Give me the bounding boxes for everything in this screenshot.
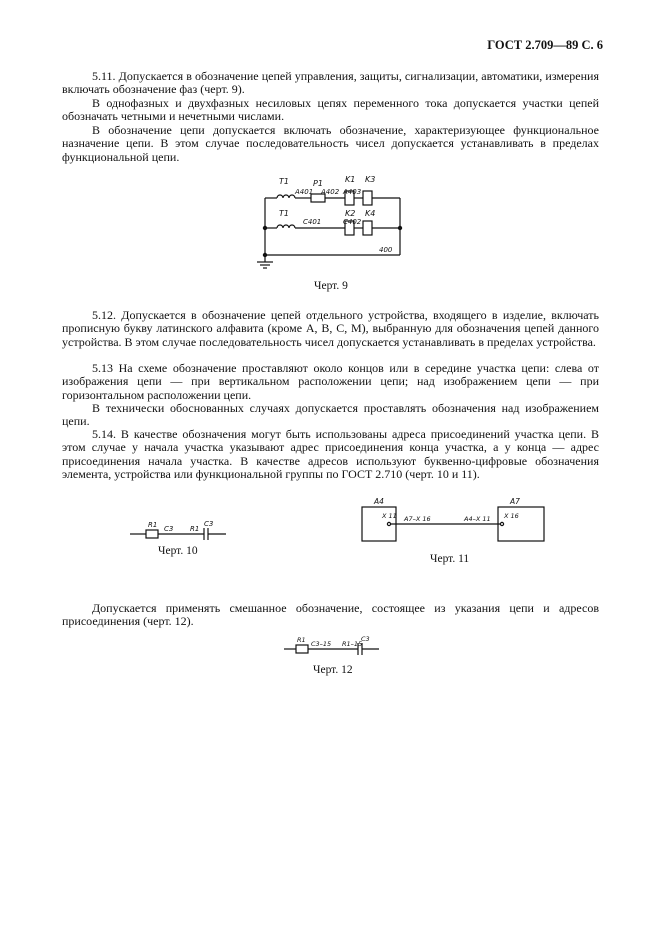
figure-10-diagram xyxy=(130,520,230,544)
fig12-label-r1-15: R1–15 xyxy=(342,640,363,648)
label-k1: K1 xyxy=(345,175,356,184)
figure-9-diagram xyxy=(255,172,415,272)
label-t1-top: T1 xyxy=(279,177,289,186)
figure-9-caption: Черт. 9 xyxy=(314,280,348,292)
label-a402: A402 xyxy=(321,188,340,196)
document-header: ГОСТ 2.709—89 С. 6 xyxy=(487,38,603,52)
fig11-label-addr-left: A7–X 16 xyxy=(404,515,431,523)
fig10-label-r1-left: R1 xyxy=(148,521,158,529)
label-c401: C401 xyxy=(303,218,322,226)
fig11-label-x11: X 11 xyxy=(382,512,397,520)
paragraph-functional: В обозначение цепи допускается включать обозначение, характеризующее функциональное назначение цепи. В этом случае последовательность чисел допускается устанавливать в пределах функциональной цепи. xyxy=(62,123,599,164)
label-k3: K3 xyxy=(365,175,376,184)
paragraph-5-14: 5.14. В качестве обозначения могут быть использованы адреса присоединений участка цепи. В этом случае у начала участка указывают адрес присоединения конца участка, а у конца — адрес присоединения начала участка. В качестве адресов используют буквенно-цифровые обозначения элемента, устройства или функциональной группы по ГОСТ 2.710 (черт. 10 и 11). xyxy=(62,427,599,482)
figure-11-diagram xyxy=(360,495,550,547)
label-a403: A403 xyxy=(343,188,362,196)
fig11-label-addr-right: A4–X 11 xyxy=(464,515,491,523)
paragraph-5-11: 5.11. Допускается в обозначение цепей управления, защиты, сигнализации, автоматики, измерения включать обозначение фаз (черт. 9). xyxy=(62,69,599,97)
fig12-label-r1: R1 xyxy=(297,636,306,644)
fig11-label-a4: A4 xyxy=(374,497,384,506)
fig10-label-r1-right: R1 xyxy=(190,525,200,533)
paragraph-5-12: 5.12. Допускается в обозначение цепей отдельного устройства, входящего в изделие, включать прописную букву латинского алфавита (кроме А, В, С, М), выбранную для обозначения цепей данного устройства. В этом случае последовательность чисел допускается устанавливать в пределах устройства. xyxy=(62,308,599,349)
figure-12-diagram xyxy=(284,634,384,658)
label-p1: P1 xyxy=(313,179,323,188)
paragraph-phases: В однофазных и двухфазных несиловых цепях переменного тока допускается участки цепей обозначать четными и нечетными числами. xyxy=(62,96,599,124)
paragraph-5-13: 5.13 На схеме обозначение проставляют около концов или в середине участка цепи: слева от изображения цепи — при вертикальном расположении цепи; над изображением цепи — при горизонтальном расположении цепи. xyxy=(62,361,599,402)
fig10-label-c3-left: C3 xyxy=(164,525,174,533)
label-400: 400 xyxy=(379,246,393,254)
figure-10-caption: Черт. 10 xyxy=(158,545,198,557)
fig12-label-c3-15: C3–15 xyxy=(311,640,332,648)
paragraph-above: В технически обоснованных случаях допускается проставлять обозначения над изображением цепи. xyxy=(62,401,599,429)
paragraph-mixed: Допускается применять смешанное обозначение, состоящее из указания цепи и адресов присоединения (черт. 12). xyxy=(62,601,599,629)
fig11-label-a7: A7 xyxy=(510,497,520,506)
fig11-label-x16: X 16 xyxy=(504,512,519,520)
label-k4: K4 xyxy=(365,209,376,218)
figure-11-caption: Черт. 11 xyxy=(430,553,470,565)
fig10-label-c3-right: C3 xyxy=(204,520,214,528)
label-c402: C402 xyxy=(343,218,362,226)
figure-12-caption: Черт. 12 xyxy=(313,664,353,676)
label-a401: A401 xyxy=(295,188,314,196)
fig12-label-c3: C3 xyxy=(361,635,370,643)
label-k2: K2 xyxy=(345,209,356,218)
label-t1-bottom: T1 xyxy=(279,209,289,218)
